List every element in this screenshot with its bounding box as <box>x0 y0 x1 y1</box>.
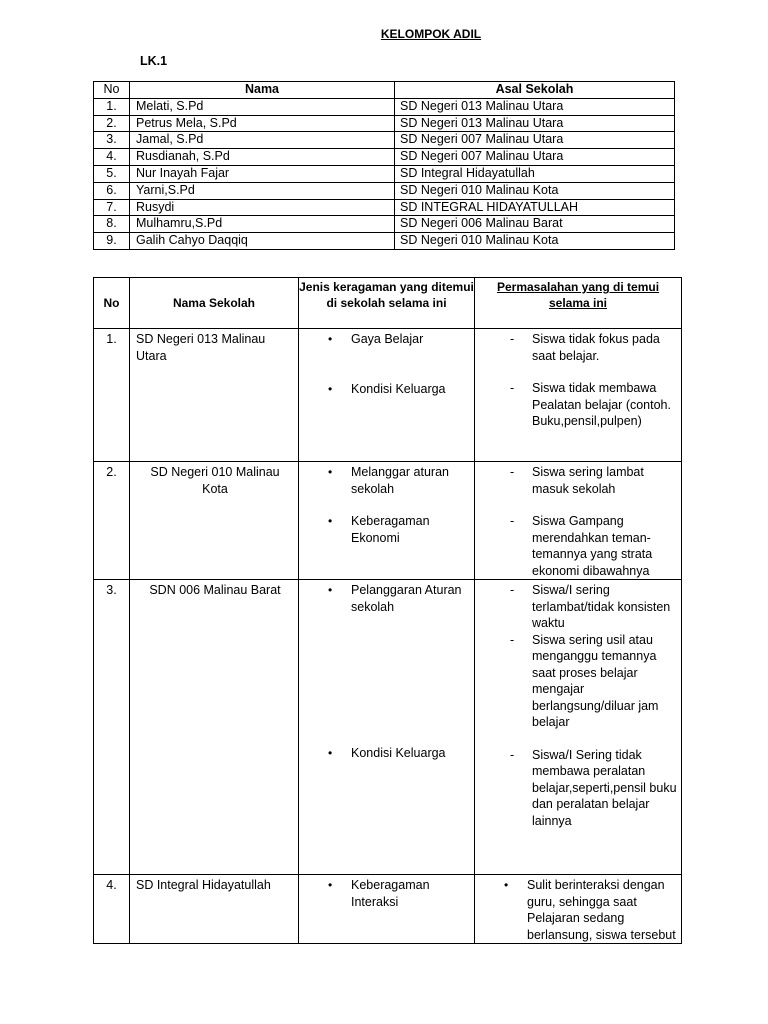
schools-header-row <box>94 278 682 329</box>
cell-school: SD Negeri 010 Malinau Kota <box>130 462 299 580</box>
cell-asal: SD Negeri 013 Malinau Utara <box>395 115 675 132</box>
list-item <box>475 632 677 731</box>
table-row <box>94 182 675 199</box>
table-row <box>94 875 682 944</box>
cell-nama: Melati, S.Pd <box>130 98 395 115</box>
cell-no: 2. <box>94 115 130 132</box>
cell-no: 4. <box>94 149 130 166</box>
cell-permasalahan <box>475 329 682 462</box>
cell-nama: Rusydi <box>130 199 395 216</box>
cell-no: 3. <box>94 132 130 149</box>
cell-nama: Petrus Mela, S.Pd <box>130 115 395 132</box>
cell-jenis <box>299 462 475 580</box>
dash-marker: - <box>510 747 515 762</box>
header-permasalahan: Permasalahan yang di temui selama ini <box>475 278 682 329</box>
bullet-icon: • <box>328 465 333 479</box>
dash-marker: - <box>510 332 515 346</box>
list-item-text: Siswa sering usil atau menganggu temannya saat proses belajar mengajar berlangsung/diluar jam belajar <box>532 632 659 729</box>
list-item-text: Siswa/I Sering tidak membawa peralatan belajar,seperti,pensil buku dan peralatan belajar lainnya <box>532 747 677 828</box>
table-row <box>94 216 675 233</box>
header-no: No <box>94 278 130 329</box>
cell-no: 2. <box>94 462 130 580</box>
worksheet-label: LK.1 <box>140 54 168 68</box>
bullet-icon: • <box>328 332 333 346</box>
list-item-text: Kondisi Keluarga <box>351 746 446 760</box>
cell-school: SD Integral Hidayatullah <box>130 875 299 944</box>
cell-jenis <box>299 580 475 875</box>
cell-no: 4. <box>94 875 130 944</box>
table-row <box>94 580 682 875</box>
table-row <box>94 149 675 166</box>
dash-marker: - <box>510 514 515 528</box>
table-row <box>94 165 675 182</box>
page-title: KELOMPOK ADIL <box>380 27 482 41</box>
cell-nama: Galih Cahyo Daqqiq <box>130 233 395 250</box>
cell-nama: Nur Inayah Fajar <box>130 165 395 182</box>
table-row <box>94 115 675 132</box>
list-item-text: Siswa tidak membawa Pealatan belajar (contoh. Buku,pensil,pulpen) <box>532 381 671 428</box>
list-item-text: Pelanggaran Aturan sekolah <box>351 583 462 614</box>
table-row <box>94 199 675 216</box>
list-item-text: Keberagaman Ekonomi <box>351 514 430 545</box>
list-item-text: Gaya Belajar <box>351 332 424 346</box>
table-row <box>94 462 682 580</box>
cell-no: 5. <box>94 165 130 182</box>
dash-marker: - <box>510 465 515 479</box>
header-no: No <box>94 82 130 99</box>
cell-school: SDN 006 Malinau Barat <box>130 580 299 875</box>
list-item <box>299 513 470 546</box>
cell-asal: SD Integral Hidayatullah <box>395 165 675 182</box>
cell-asal: SD Negeri 013 Malinau Utara <box>395 98 675 115</box>
members-table <box>93 81 675 250</box>
cell-no: 1. <box>94 98 130 115</box>
header-nama: Nama <box>130 82 395 99</box>
list-item <box>475 380 677 430</box>
cell-jenis <box>299 875 475 944</box>
header-jenis-keragaman: Jenis keragaman yang ditemui di sekolah selama ini <box>299 278 475 329</box>
list-item-text: Siswa sering lambat masuk sekolah <box>532 465 644 496</box>
cell-asal: SD Negeri 006 Malinau Barat <box>395 216 675 233</box>
cell-no: 9. <box>94 233 130 250</box>
cell-school: SD Negeri 013 Malinau Utara <box>130 329 299 462</box>
cell-permasalahan <box>475 580 682 875</box>
cell-nama: Jamal, S.Pd <box>130 132 395 149</box>
header-asal-sekolah: Asal Sekolah <box>395 82 675 99</box>
list-item <box>475 582 677 632</box>
list-item-text: Kondisi Keluarga <box>351 381 446 396</box>
cell-jenis <box>299 329 475 462</box>
list-item <box>475 513 677 579</box>
cell-asal: SD Negeri 007 Malinau Utara <box>395 132 675 149</box>
dash-marker: - <box>510 381 515 395</box>
cell-no: 6. <box>94 182 130 199</box>
cell-no: 8. <box>94 216 130 233</box>
list-item <box>475 747 677 830</box>
table-row <box>94 98 675 115</box>
bullet-icon: • <box>328 583 333 597</box>
cell-no: 7. <box>94 199 130 216</box>
schools-table <box>93 277 682 944</box>
cell-asal: SD Negeri 010 Malinau Kota <box>395 182 675 199</box>
bullet-icon: • <box>328 381 333 396</box>
header-nama-sekolah: Nama Sekolah <box>130 278 299 329</box>
list-item <box>475 331 677 364</box>
list-item-text: Siswa Gampang merendahkan teman-temannya yang strata ekonomi dibawahnya <box>532 514 653 578</box>
list-item <box>299 877 470 910</box>
bullet-icon: • <box>328 514 333 528</box>
cell-no: 3. <box>94 580 130 875</box>
cell-no: 1. <box>94 329 130 462</box>
table-row <box>94 329 682 462</box>
cell-permasalahan <box>475 875 682 944</box>
list-item <box>299 381 470 398</box>
list-item-text: Keberagaman Interaksi <box>351 878 430 909</box>
dash-marker: - <box>510 632 515 647</box>
list-item-text: Siswa tidak fokus pada saat belajar. <box>532 332 660 363</box>
cell-nama: Mulhamru,S.Pd <box>130 216 395 233</box>
bullet-icon: • <box>328 746 333 760</box>
table-row <box>94 233 675 250</box>
cell-asal: SD INTEGRAL HIDAYATULLAH <box>395 199 675 216</box>
list-item <box>299 582 470 615</box>
list-item <box>475 877 677 943</box>
list-item <box>299 745 470 762</box>
bullet-icon: • <box>328 878 333 892</box>
cell-permasalahan <box>475 462 682 580</box>
cell-nama: Rusdianah, S.Pd <box>130 149 395 166</box>
list-item-text: Sulit berinteraksi dengan guru, sehingga saat Pelajaran sedang berlansung, siswa tersebut <box>527 878 676 942</box>
list-item-text: Siswa/I sering terlambat/tidak konsisten waktu <box>532 583 671 630</box>
members-header-row <box>94 82 675 99</box>
list-item <box>299 464 470 497</box>
table-row <box>94 132 675 149</box>
cell-nama: Yarni,S.Pd <box>130 182 395 199</box>
dash-marker: - <box>510 583 515 597</box>
list-item-text: Melanggar aturan sekolah <box>351 465 449 496</box>
bullet-icon: • <box>504 878 509 892</box>
cell-asal: SD Negeri 007 Malinau Utara <box>395 149 675 166</box>
cell-asal: SD Negeri 010 Malinau Kota <box>395 233 675 250</box>
list-item <box>299 331 470 348</box>
list-item <box>475 464 677 497</box>
